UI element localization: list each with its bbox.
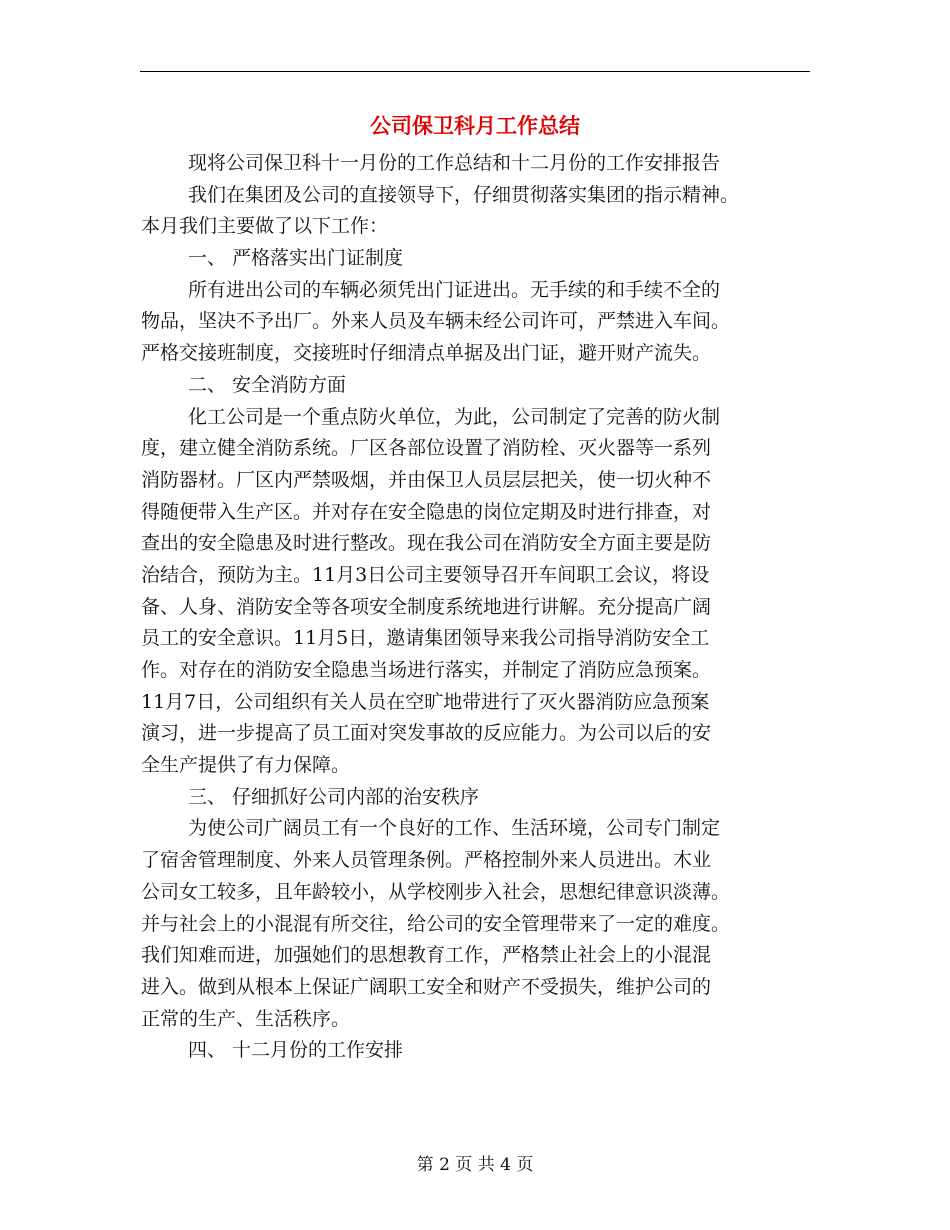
body-line: 所有进出公司的车辆必须凭出门证进出。无手续的和手续不全的 <box>188 278 721 301</box>
section-heading-1: 一、 严格落实出门证制度 <box>188 247 404 270</box>
section-heading-3: 三、 仔细抓好公司内部的治安秩序 <box>188 785 480 808</box>
section-heading-4: 四、 十二月份的工作安排 <box>188 1039 404 1062</box>
body-line: 作。对存在的消防安全隐患当场进行落实，并制定了消防应急预案。 <box>141 659 712 681</box>
body-line: 我们在集团及公司的直接领导下，仔细贯彻落实集团的指示精神。 <box>188 183 740 206</box>
page-number-footer: 第 2 页 共 4 页 <box>416 1155 534 1175</box>
body-line: 了宿舍管理制度、外来人员管理条例。严格控制外来人员进出。木业 <box>141 849 712 872</box>
body-line: 消防器材。厂区内严禁吸烟，并由保卫人员层层把关，使一切火种不 <box>141 468 712 491</box>
document-title: 公司保卫科月工作总结 <box>370 113 580 138</box>
body-line: 正常的生产、生活秩序。 <box>141 1007 351 1030</box>
body-line: 备、人身、消防安全等各项安全制度系统地进行讲解。充分提高广阔 <box>141 595 712 618</box>
body-line: 全生产提供了有力保障。 <box>141 754 351 777</box>
body-line: 演习，进一步提高了员工面对突发事故的反应能力。为公司以后的安 <box>141 722 712 745</box>
body-line: 11月7日，公司组织有关人员在空旷地带进行了灭火器消防应急预案 <box>141 690 710 713</box>
document-body <box>141 148 811 1067</box>
body-line: 治结合，预防为主。11月3日公司主要领导召开车间职工会议，将设 <box>141 563 710 586</box>
body-line: 严格交接班制度，交接班时仔细清点单据及出门证，避开财产流失。 <box>141 342 712 365</box>
body-line: 员工的安全意识。11月5日，邀请集团领导来我公司指导消防安全工 <box>141 627 710 650</box>
body-line: 度，建立健全消防系统。厂区各部位设置了消防栓、灭火器等一系列 <box>141 437 712 460</box>
body-line: 本月我们主要做了以下工作： <box>141 215 389 238</box>
body-line: 并与社会上的小混混有所交往，给公司的安全管理带来了一定的难度。 <box>141 912 731 935</box>
body-line: 物品，坚决不予出厂。外来人员及车辆未经公司许可，严禁进入车间。 <box>141 310 731 333</box>
body-line: 我们知难而进，加强她们的思想教育工作，严格禁止社会上的小混混 <box>141 944 712 967</box>
body-line: 公司女工较多，且年龄较小，从学校刚步入社会，思想纪律意识淡薄。 <box>141 880 731 903</box>
body-line: 查出的安全隐患及时进行整改。现在我公司在消防安全方面主要是防 <box>141 532 712 555</box>
body-line: 得随便带入生产区。并对存在安全隐患的岗位定期及时进行排查，对 <box>141 500 712 523</box>
body-line: 进入。做到从根本上保证广阔职工安全和财产不受损失，维护公司的 <box>141 975 712 998</box>
section-heading-2: 二、 安全消防方面 <box>188 373 347 396</box>
body-line: 化工公司是一个重点防火单位，为此，公司制定了完善的防火制 <box>188 405 721 428</box>
body-line: 为使公司广阔员工有一个良好的工作、生活环境，公司专门制定 <box>188 817 721 840</box>
header-rule <box>140 71 810 72</box>
body-line: 现将公司保卫科十一月份的工作总结和十二月份的工作安排报告 <box>188 152 721 174</box>
